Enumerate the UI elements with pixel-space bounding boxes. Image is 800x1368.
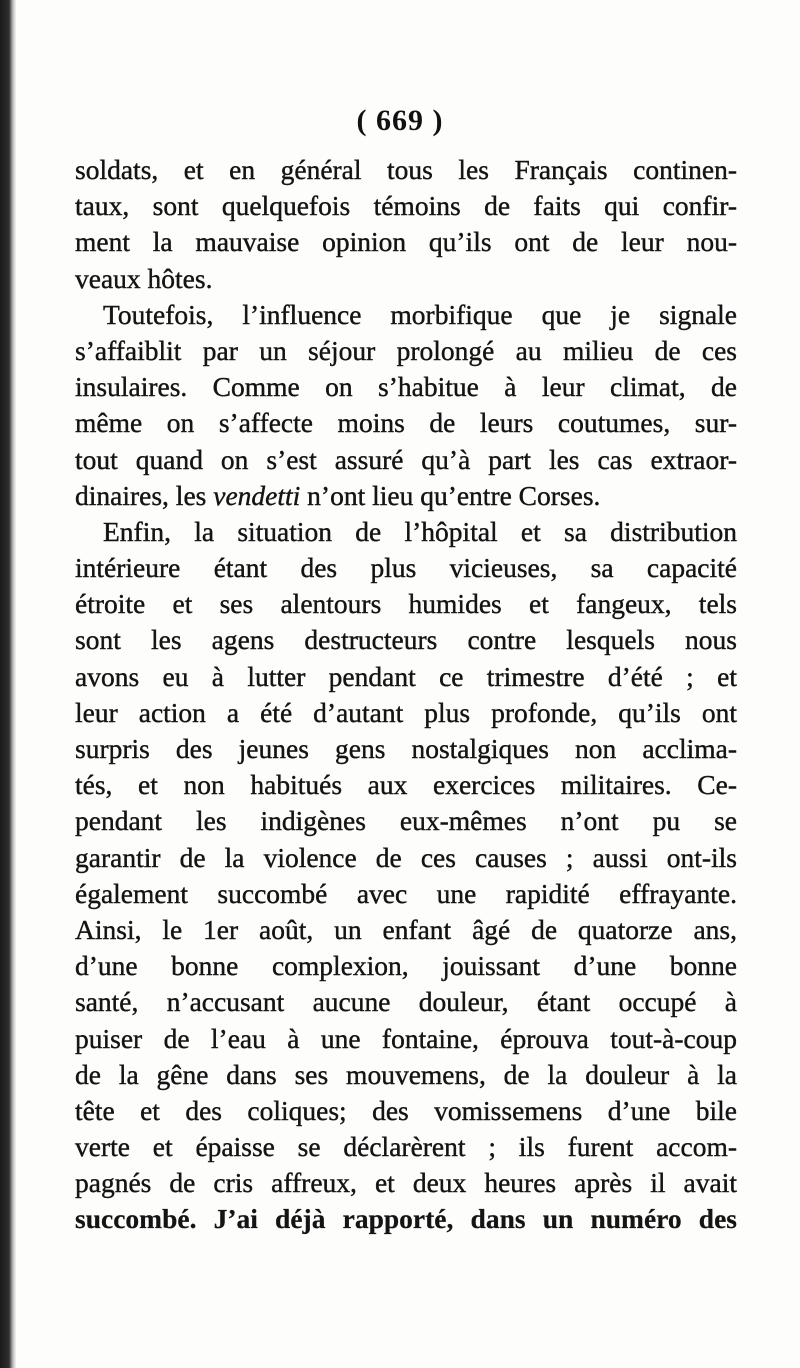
text-line-11: Enfin, la situation de l’hôpital et sa distribution <box>103 515 737 547</box>
text-line-21: également succombé avec une rapidité effrayante. <box>75 877 737 909</box>
page-number: ( 669 ) <box>356 104 444 137</box>
text-line-14: sont les agens destructeurs contre lesquels nous <box>75 624 737 656</box>
text-line-4: veaux hôtes. <box>75 262 213 294</box>
text-line-29: pagnés de cris affreux, et deux heures après il avait <box>75 1167 737 1199</box>
text-line-23: d’une bonne complexion, jouissant d’une bonne <box>75 950 737 982</box>
text-line-2: taux, sont quelquefois témoins de faits qui confir- <box>75 190 737 222</box>
text-line-18: tés, et non habitués aux exercices militaires. Ce- <box>75 769 737 801</box>
text-line-10-start: dinaires, les <box>75 479 214 511</box>
text-line-3: ment la mauvaise opinion qu’ils ont de leur nou- <box>75 226 737 258</box>
text-line-8: même on s’affecte moins de leurs coutumes, sur- <box>75 407 737 439</box>
text-line-13: étroite et ses alentours humides et fangeux, tels <box>75 588 737 620</box>
text-line-12: intérieure étant des plus vicieuses, sa capacité <box>75 552 737 584</box>
text-line-28: verte et épaisse se déclarèrent ; ils furent accom- <box>75 1131 737 1163</box>
italic-term-vendetti: vendetti <box>213 479 301 511</box>
text-line-6: s’affaiblit par un séjour prolongé au milieu de ces <box>75 334 737 366</box>
text-line-25: puiser de l’eau à une fontaine, éprouva tout-à-coup <box>75 1022 737 1054</box>
text-line-10-end: n’ont lieu qu’entre Corses. <box>300 479 601 511</box>
text-line-9: tout quand on s’est assuré qu’à part les cas extraor- <box>75 443 737 475</box>
text-line-27: tête et des coliques; des vomissemens d’une bile <box>75 1094 737 1126</box>
text-line-15: avons eu à lutter pendant ce trimestre d’été ; et <box>75 660 737 692</box>
page-gutter-shadow <box>0 0 16 1368</box>
text-line-24: santé, n’accusant aucune douleur, étant occupé à <box>75 986 737 1018</box>
text-line-1: soldats, et en général tous les Français continen- <box>75 154 737 185</box>
text-line-26: de la gêne dans ses mouvemens, de la douleur à la <box>75 1058 737 1090</box>
text-line-10 <box>75 478 737 514</box>
text-line-30: succombé. J’ai déjà rapporté, dans un numéro des <box>75 1203 737 1235</box>
text-line-22: Ainsi, le 1er août, un enfant âgé de quatorze ans, <box>75 913 737 945</box>
text-line-19: pendant les indigènes eux-mêmes n’ont pu se <box>75 805 737 837</box>
body-text <box>75 152 737 1238</box>
text-line-7: insulaires. Comme on s’habitue à leur climat, de <box>75 371 737 403</box>
text-line-17: surpris des jeunes gens nostalgiques non acclima- <box>75 733 737 764</box>
text-line-16: leur action a été d’autant plus profonde, qu’ils ont <box>75 696 737 728</box>
text-line-20: garantir de la violence de ces causes ; aussi ont-ils <box>75 841 737 873</box>
text-line-5: Toutefois, l’influence morbifique que je signale <box>103 298 737 330</box>
